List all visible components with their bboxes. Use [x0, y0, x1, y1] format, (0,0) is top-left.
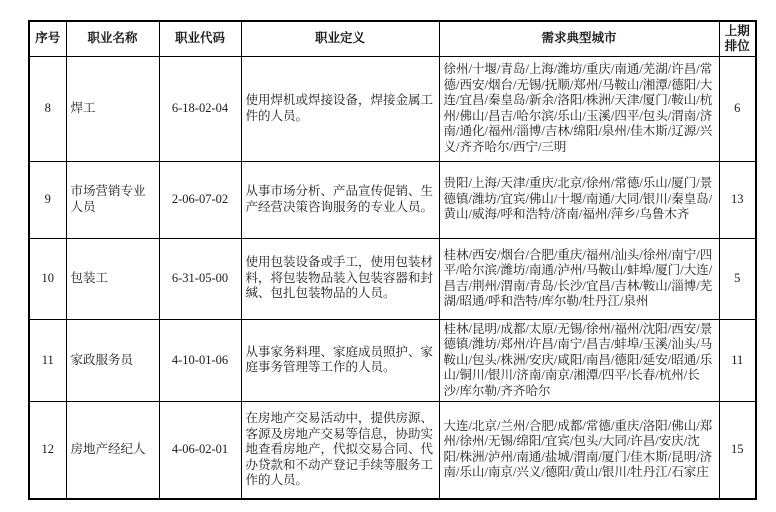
cell-occupation-code: 4-10-01-06: [159, 319, 241, 402]
col-header-occupation-code: 职业代码: [159, 21, 241, 56]
cell-previous-rank: 13: [719, 161, 756, 238]
cell-serial-no: 12: [29, 402, 66, 499]
table-row: [29, 402, 756, 499]
cell-occupation-code: 6-18-02-04: [159, 56, 241, 161]
cell-occupation-code: 6-31-05-00: [159, 238, 241, 319]
cell-demand-cities: 桂林/昆明/成都/太原/无锡/徐州/福州/沈阳/西安/景德镇/潍坊/郑州/许昌/南宁/昌吉/蚌埠/玉溪/汕头/马鞍山/包头/株洲/安庆/咸阳/南昌/德阳/延安/昭通/乐山/铜川/银川/济南/南京/湘潭/四平/长春/杭州/长沙/库尔勒/齐齐哈尔: [439, 319, 719, 402]
cell-occupation-definition: 从事家务料理、家庭成员照护、家庭事务管理等工作的人员。: [241, 319, 439, 402]
cell-occupation-definition: 使用包装设备或手工，使用包装材料，将包装物品装入包装容器和封缄、包扎包装物品的人员。: [241, 238, 439, 319]
cell-demand-cities: 贵阳/上海/天津/重庆/北京/徐州/常德/乐山/厦门/景德镇/潍坊/宜宾/佛山/十堰/南通/大同/银川/秦皇岛/黄山/威海/呼和浩特/济南/福州/萍乡/乌鲁木齐: [439, 161, 719, 238]
cell-previous-rank: 5: [719, 238, 756, 319]
cell-occupation-code: 4-06-02-01: [159, 402, 241, 499]
cell-occupation-name: 市场营销专业人员: [66, 161, 159, 238]
cell-occupation-definition: 从事市场分析、产品宣传促销、生产经营决策咨询服务的专业人员。: [241, 161, 439, 238]
cell-occupation-definition: 在房地产交易活动中，提供房源、客源及房地产交易等信息，协助实地查看房地产，代拟交易合同、代办贷款和不动产登记手续等服务工作的人员。: [241, 402, 439, 499]
cell-occupation-name: 包装工: [66, 238, 159, 319]
table-row: [29, 56, 756, 161]
cell-serial-no: 10: [29, 238, 66, 319]
table-row: [29, 319, 756, 402]
col-header-serial-no: 序号: [29, 21, 66, 56]
cell-previous-rank: 11: [719, 319, 756, 402]
cell-demand-cities: 桂林/西安/烟台/合肥/重庆/福州/汕头/徐州/南宁/四平/哈尔滨/潍坊/南通/泸州/马鞍山/蚌埠/厦门/大连/昌吉/荆州/渭南/青岛/长沙/宜昌/吉林/鞍山/淄博/芜湖/昭通/呼和浩特/库尔勒/牡丹江/泉州: [439, 238, 719, 319]
table-row: [29, 161, 756, 238]
cell-occupation-definition: 使用焊机或焊接设备，焊接金属工件的人员。: [241, 56, 439, 161]
table-row: [29, 238, 756, 319]
cell-previous-rank: 6: [719, 56, 756, 161]
cell-occupation-name: 房地产经纪人: [66, 402, 159, 499]
col-header-occupation-name: 职业名称: [66, 21, 159, 56]
col-header-occupation-definition: 职业定义: [241, 21, 439, 56]
cell-occupation-code: 2-06-07-02: [159, 161, 241, 238]
occupation-table: [28, 20, 757, 500]
cell-demand-cities: 徐州/十堰/青岛/上海/潍坊/重庆/南通/芜湖/许昌/常德/西安/烟台/无锡/抚顺/郑州/马鞍山/湘潭/德阳/大连/宜昌/秦皇岛/新余/洛阳/株洲/天津/厦门/鞍山/杭州/佛山/昌吉/哈尔滨/乐山/玉溪/四平/包头/渭南/济南/通化/福州/淄博/吉林/绵阳/泉州/佳木斯/辽源/兴义/齐齐哈尔/西宁/三明: [439, 56, 719, 161]
cell-previous-rank: 15: [719, 402, 756, 499]
col-header-demand-cities: 需求典型城市: [439, 21, 719, 56]
col-header-previous-rank: 上期排位: [719, 21, 756, 56]
cell-serial-no: 8: [29, 56, 66, 161]
cell-serial-no: 11: [29, 319, 66, 402]
cell-demand-cities: 大连/北京/兰州/合肥/成都/常德/重庆/洛阳/佛山/郑州/徐州/无锡/绵阳/宜宾/包头/大同/许昌/安庆/沈阳/株洲/泸州/南通/盐城/渭南/厦门/佳木斯/昆明/济南/乐山/南京/兴义/德阳/黄山/银川/牡丹江/石家庄: [439, 402, 719, 499]
cell-occupation-name: 家政服务员: [66, 319, 159, 402]
table-header-row: [29, 21, 756, 56]
cell-occupation-name: 焊工: [66, 56, 159, 161]
cell-serial-no: 9: [29, 161, 66, 238]
